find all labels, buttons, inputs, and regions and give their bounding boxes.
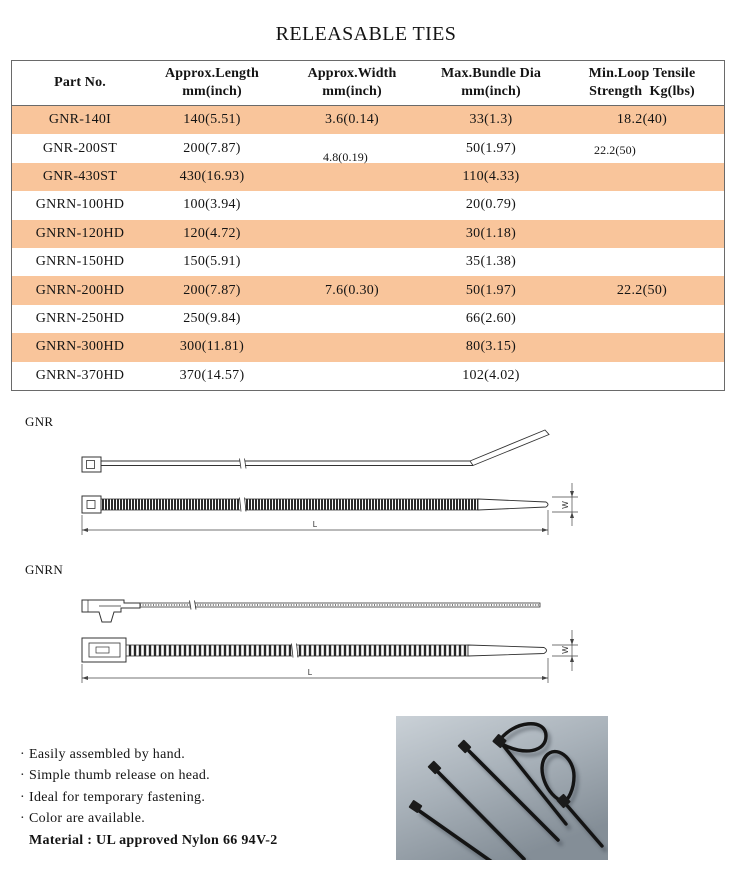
- width-dimension: [552, 630, 578, 671]
- header-unit: Strength Kg(lbs): [589, 84, 695, 99]
- feature-text: Ideal for temporary fastening.: [29, 789, 206, 805]
- max-bundle-dia: 66(2.60): [465, 311, 517, 327]
- width-label: W: [561, 501, 570, 509]
- strap-tail: [468, 645, 547, 656]
- header-approx-width: [282, 61, 422, 105]
- max-bundle-dia: 35(1.38): [465, 254, 517, 270]
- arrowhead: [570, 491, 574, 497]
- arrowhead: [82, 528, 88, 532]
- drawing-label-gnr: GNR: [25, 414, 54, 429]
- table-row: [12, 305, 724, 333]
- table-row: [12, 333, 724, 361]
- approx-length: 200(7.87): [183, 282, 241, 298]
- length-dimension: [82, 658, 548, 683]
- approx-length: 120(4.72): [183, 225, 241, 241]
- table-row: [12, 362, 724, 390]
- shared-width-value: 4.8(0.19): [323, 150, 368, 164]
- part-number: GNRN-370HD: [35, 367, 125, 383]
- approx-length: 100(3.94): [183, 197, 241, 213]
- max-bundle-dia: 30(1.18): [465, 225, 517, 241]
- part-number: GNRN-300HD: [35, 339, 125, 355]
- gnr-technical-drawing: [0, 420, 740, 545]
- strap-tail: [470, 430, 549, 466]
- tie-head: [82, 457, 101, 472]
- part-number: GNRN-100HD: [35, 197, 125, 213]
- gnr-top-view: [82, 496, 548, 513]
- feature-text: Easily assembled by hand.: [29, 747, 186, 762]
- feature-text: Color are available.: [29, 811, 146, 827]
- list-item: [16, 744, 376, 765]
- part-number: GNR-200ST: [42, 140, 118, 156]
- bullet: ·: [20, 811, 25, 827]
- arrowhead: [542, 528, 548, 532]
- tie-head: [82, 600, 140, 622]
- bullet: ·: [20, 789, 25, 805]
- length-label: L: [312, 520, 318, 529]
- table-row: [12, 191, 724, 219]
- part-number: GNR-140I: [48, 112, 112, 128]
- max-bundle-dia: 102(4.02): [462, 367, 520, 383]
- max-bundle-dia: 110(4.33): [462, 169, 520, 185]
- table-row: [12, 220, 724, 248]
- header-min-loop-tensile: [572, 61, 712, 105]
- length-label: L: [307, 668, 313, 677]
- gnr-side-view: [82, 430, 549, 472]
- max-bundle-dia: 50(1.97): [465, 140, 517, 156]
- header-approx-length: [142, 61, 282, 105]
- header-part-no: [20, 61, 140, 105]
- max-bundle-dia: 50(1.97): [465, 282, 517, 298]
- arrowhead: [570, 656, 574, 662]
- approx-length: 250(9.84): [183, 311, 241, 327]
- table-row: [12, 106, 724, 134]
- material-spec: Material : UL approved Nylon 66 94V-2: [29, 832, 278, 848]
- length-dimension: [82, 510, 548, 535]
- feature-text: Simple thumb release on head.: [29, 768, 210, 784]
- header-unit: mm(inch): [461, 84, 521, 99]
- arrowhead: [82, 676, 88, 680]
- approx-length: 150(5.91): [183, 254, 241, 270]
- approx-length: 200(7.87): [183, 140, 241, 156]
- header-label: Approx.Length: [165, 66, 259, 81]
- shared-tensile-value: 22.2(50): [594, 143, 636, 157]
- strap-tail: [478, 499, 548, 510]
- approx-length: 140(5.51): [183, 112, 241, 128]
- tie-head: [82, 496, 101, 513]
- part-number: GNRN-120HD: [35, 225, 125, 241]
- header-label: Min.Loop Tensile: [588, 66, 696, 81]
- table-header: [12, 61, 724, 106]
- page-title: RELEASABLE TIES: [275, 23, 457, 45]
- gnrn-side-view: [82, 600, 540, 622]
- table-row: [12, 163, 724, 191]
- tie-head: [82, 638, 126, 662]
- min-loop-tensile: 22.2(50): [616, 282, 668, 298]
- header-unit: mm(inch): [182, 84, 242, 99]
- max-bundle-dia: 80(3.15): [465, 339, 517, 355]
- part-number: GNRN-150HD: [35, 254, 125, 270]
- header-unit: mm(inch): [322, 84, 382, 99]
- approx-width: 3.6(0.14): [324, 112, 380, 128]
- min-loop-tensile: 18.2(40): [616, 112, 668, 128]
- product-photo: [396, 716, 608, 860]
- bullet: ·: [20, 768, 25, 784]
- gnrn-top-view: [82, 638, 547, 662]
- part-number: GNRN-200HD: [35, 282, 125, 298]
- header-label: Part No.: [54, 75, 106, 90]
- max-bundle-dia: 20(0.79): [465, 197, 517, 213]
- gnrn-technical-drawing: [0, 590, 740, 690]
- list-item: [16, 787, 376, 808]
- ladder-strap: [101, 499, 478, 510]
- part-number: GNRN-250HD: [35, 311, 125, 327]
- table-row: [12, 276, 724, 304]
- approx-length: 300(11.81): [179, 339, 245, 355]
- arrowhead: [570, 512, 574, 518]
- part-number: GNR-430ST: [42, 169, 118, 185]
- header-label: Approx.Width: [307, 66, 397, 81]
- approx-length: 430(16.93): [179, 169, 245, 185]
- feature-list: [16, 744, 376, 851]
- list-item: [16, 765, 376, 786]
- header-label: Max.Bundle Dia: [440, 66, 542, 81]
- list-item: [16, 808, 376, 829]
- drawing-label-gnrn: GNRN: [25, 562, 64, 577]
- header-max-bundle-dia: [421, 61, 561, 105]
- spec-table: [11, 60, 725, 391]
- approx-width: 7.6(0.30): [324, 282, 380, 298]
- arrowhead: [570, 639, 574, 645]
- bullet: ·: [20, 747, 25, 762]
- approx-length: 370(14.57): [179, 367, 245, 383]
- arrowhead: [542, 676, 548, 680]
- max-bundle-dia: 33(1.3): [469, 112, 513, 128]
- width-dimension: [552, 483, 578, 526]
- table-row: [12, 248, 724, 276]
- width-label: W: [561, 646, 570, 654]
